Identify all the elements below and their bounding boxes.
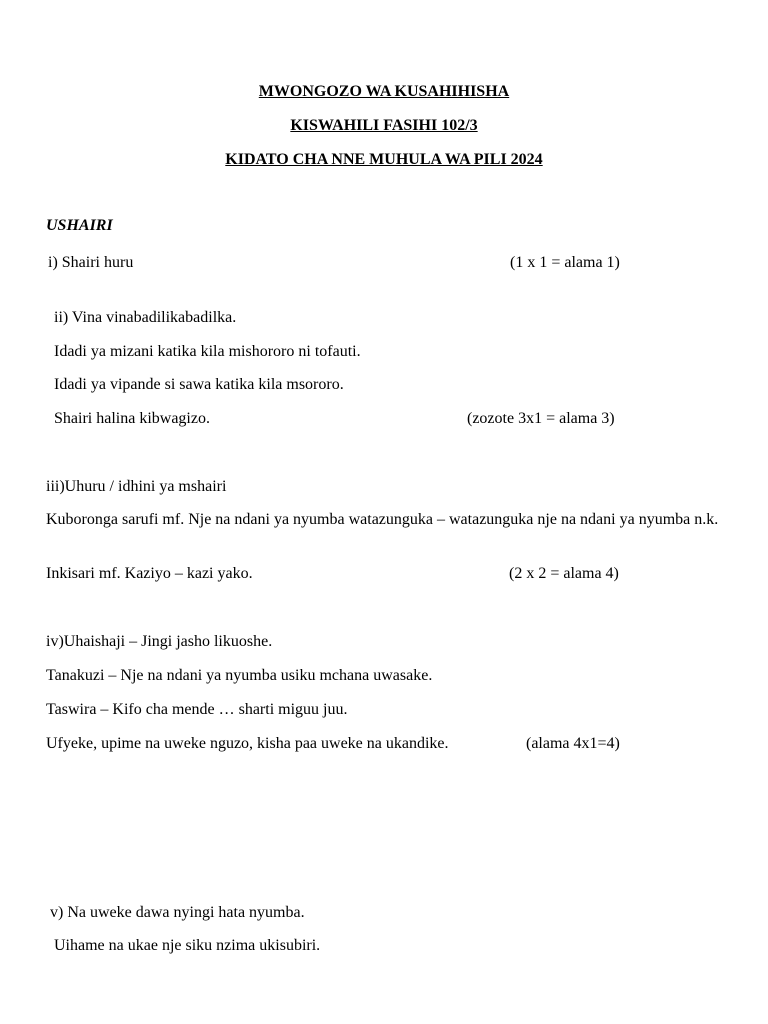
q4-line-3: Taswira – Kifo cha mende … sharti miguu juu. [46,701,348,718]
title-subject: KISWAHILI FASIHI 102/3 [290,117,478,134]
q4-line-1: iv)Uhaishaji – Jingi jasho likuoshe. [46,633,273,650]
q5-line-1: v) Na uweke dawa nyingi hata nyumba. [50,904,305,921]
q4-line-4: Ufyeke, upime na uweke nguzo, kisha paa uweke na ukandike. [46,735,449,752]
q3-marks: (2 x 2 = alama 4) [509,565,619,582]
q2-line-1: ii) Vina vinabadilikabadilka. [54,309,237,326]
title-exam: KIDATO CHA NNE MUHULA WA PILI 2024 [225,151,543,168]
q5-line-2: Uihame na ukae nje siku nzima ukisubiri. [54,937,321,954]
q4-line-2: Tanakuzi – Nje na ndani ya nyumba usiku mchana uwasake. [46,667,433,684]
q3-line-2: Kuboronga sarufi mf. Nje na ndani ya nyumba watazunguka – watazunguka nje na ndani ya nyumba n.k. [46,511,719,528]
q2-marks: (zozote 3x1 = alama 3) [467,410,615,427]
q3-line-1: iii)Uhuru / idhini ya mshairi [46,478,227,495]
q3-line-3: Inkisari mf. Kaziyo – kazi yako. [46,565,253,582]
q2-line-4: Shairi halina kibwagizo. [54,410,210,427]
q2-line-2: Idadi ya mizani katika kila mishororo ni tofauti. [54,343,361,360]
title-marking-scheme: MWONGOZO WA KUSAHIHISHA [258,83,510,100]
q4-marks: (alama 4x1=4) [526,735,620,752]
section-heading: USHAIRI [46,217,113,234]
q1-marks: (1 x 1 = alama 1) [510,254,620,271]
q2-line-3: Idadi ya vipande si sawa katika kila msororo. [54,376,344,393]
q1-answer: i) Shairi huru [48,254,134,271]
